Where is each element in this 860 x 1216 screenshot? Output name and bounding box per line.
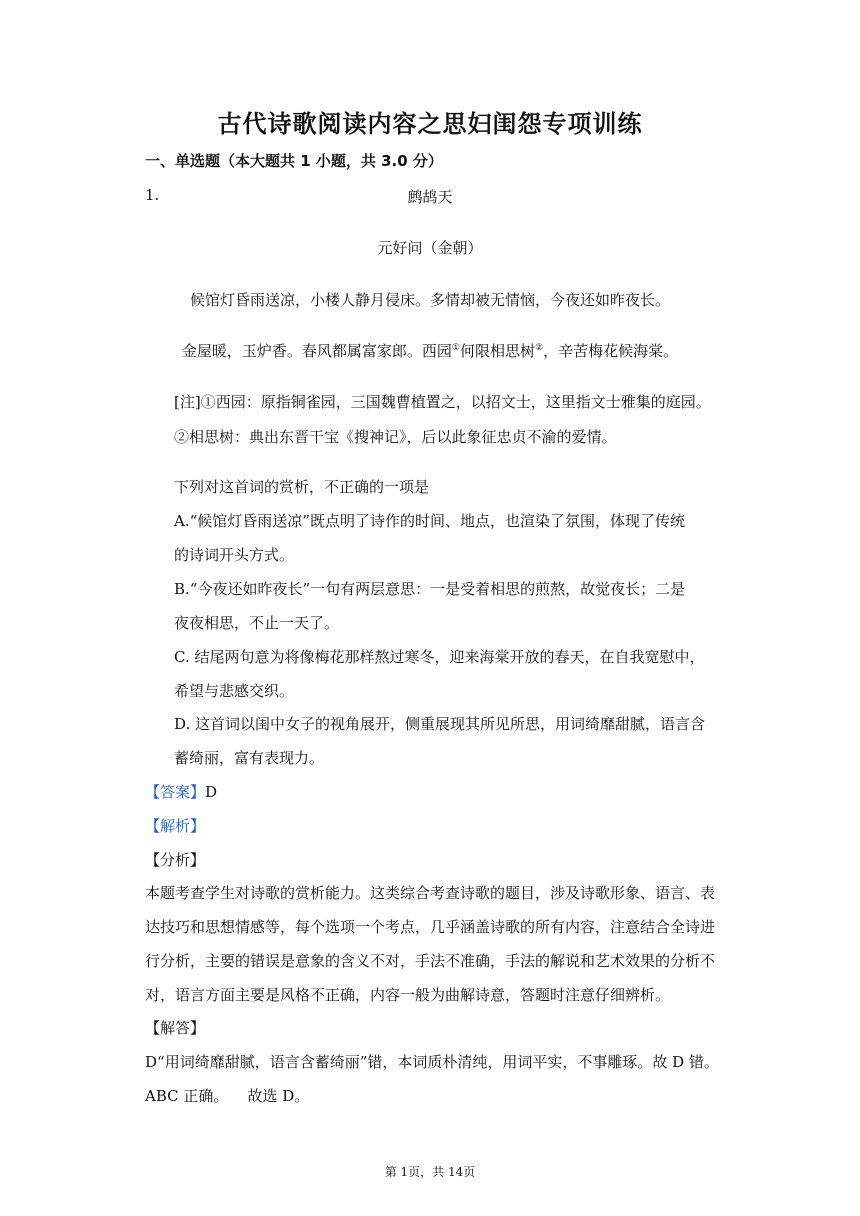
note-2: ②相思树：典出东晋干宝《搜神记》，后以此象征忠贞不渝的爱情。 xyxy=(174,428,617,446)
poem-author: 元好问（金朝） xyxy=(377,239,483,257)
poem-title: 鹧鸪天 xyxy=(407,188,453,206)
option-c-line-2: 希望与悲感交织。 xyxy=(174,682,295,700)
option-b-line-1 xyxy=(174,578,685,599)
option-a-text: “候馆灯昏雨送凉”既点明了诗作的时间、地点，也渲染了氛围，体现了传统 xyxy=(189,512,685,530)
option-c-letter: C. xyxy=(174,648,190,666)
answer-value: D xyxy=(205,783,218,801)
option-d-letter: D. xyxy=(174,715,191,733)
fenxi-line-2: 达技巧和思想情感等，每个选项一个考点，几乎涵盖诗歌的所有内容，注意结合全诗进 xyxy=(145,918,716,936)
poem-line-2 xyxy=(0,340,860,361)
option-a-line-1 xyxy=(174,510,685,531)
question-stem: 下列对这首词的赏析，不正确的一项是 xyxy=(174,478,430,496)
option-d-line-2: 蓄绮丽，富有表现力。 xyxy=(174,749,325,767)
option-d-text: 这首词以闺中女子的视角展开，侧重展现其所见所思，用词绮靡甜腻，语言含 xyxy=(190,715,706,733)
option-a-line-2: 的诗词开头方式。 xyxy=(174,546,295,564)
footnote-mark-1: ① xyxy=(451,343,460,353)
answer-label: 【答案】 xyxy=(145,783,206,801)
footnote-mark-2: ② xyxy=(535,343,544,353)
option-d-line-1 xyxy=(174,713,705,734)
fenxi-label: 【分析】 xyxy=(145,851,206,869)
analysis-label: 【解析】 xyxy=(145,817,206,835)
jieda-line-1: D“用词绮靡甜腻，语言含蓄绮丽”错，本词质朴清纯，用词平实，不事雕琢。故 D 错。 xyxy=(145,1053,719,1071)
option-c-text: 结尾两句意为将像梅花那样熬过寒冬，迎来海棠开放的春天，在自我宽慰中， xyxy=(189,648,705,666)
option-b-text: “今夜还如昨夜长”一句有两层意思：一是受着相思的煎熬，故觉夜长；二是 xyxy=(189,580,686,598)
option-b-line-2: 夜夜相思，不止一天了。 xyxy=(174,614,340,632)
jieda-line-2: ABC 正确。 故选 D。 xyxy=(145,1087,310,1105)
page-footer: 第 1页，共 14页 xyxy=(384,1165,476,1179)
fenxi-line-1: 本题考查学生对诗歌的赏析能力。这类综合考查诗歌的题目，涉及诗歌形象、语言、表 xyxy=(145,884,716,902)
jieda-label: 【解答】 xyxy=(145,1019,206,1037)
section-heading: 一、单选题（本大题共 1 小题，共 3.0 分） xyxy=(145,152,443,170)
poem-line-1: 候馆灯昏雨送凉，小楼人静月侵床。多情却被无情恼，今夜还如昨夜长。 xyxy=(189,291,670,309)
fenxi-line-4: 对，语言方面主要是风格不正确，内容一般为曲解诗意，答题时注意仔细辨析。 xyxy=(145,986,671,1004)
page-title: 古代诗歌阅读内容之思妇闺怨专项训练 xyxy=(217,110,643,138)
poem-line-2-part-a: 金屋暖，玉炉香。春风都属富家郎。西园 xyxy=(181,342,452,360)
fenxi-line-3: 行分析，主要的错误是意象的含义不对，手法不准确，手法的解说和艺术效果的分析不 xyxy=(145,952,716,970)
answer-line xyxy=(145,781,217,802)
option-b-letter: B. xyxy=(174,580,190,598)
question-number: 1. xyxy=(145,186,160,204)
poem-line-2-part-b: 何限相思树 xyxy=(459,342,535,360)
option-c-line-1 xyxy=(174,646,705,667)
poem-line-2-part-c: ，辛苦梅花候海棠。 xyxy=(543,342,679,360)
option-a-letter: A. xyxy=(174,512,190,530)
note-1: [注]①西园：原指铜雀园，三国魏曹植置之，以招文士，这里指文士雅集的庭园。 xyxy=(174,393,711,411)
